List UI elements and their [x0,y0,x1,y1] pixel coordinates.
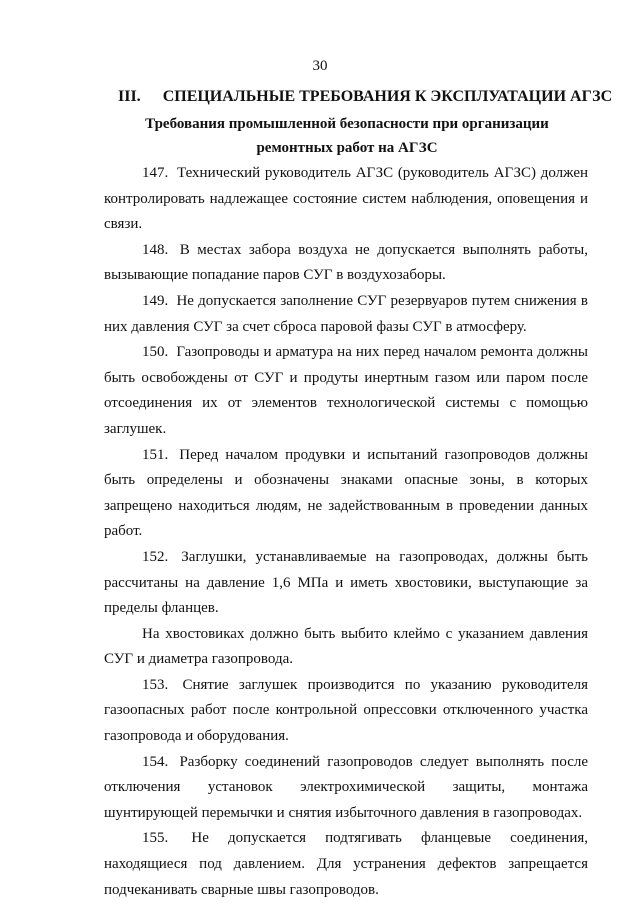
paragraph-number: 155. [142,830,169,847]
paragraph-number: 153. [142,676,169,693]
subheading-line-2: ремонтных работ на АГЗС [256,140,438,156]
paragraph-text: Технический руководитель АГЗС (руководитель АГЗС) должен контролировать надлежащее состояние систем наблюдения, оповещения и связи. [104,165,589,233]
body-text [104,161,588,903]
paragraph-text: Перед началом продувки и испытаний газопроводов должны быть определены и обозначены знаками опасные зоны, в которых запрещено находиться людям, не задействованным в проведении данных работ. [104,446,588,540]
subheading-line-1: Требования промышленной безопасности при организации [145,116,549,132]
paragraph-number: 149. [142,292,169,309]
paragraph-153 [104,673,588,750]
paragraph-text: Разборку соединений газопроводов следует выполнять после отключения установок электрохимической защиты, монтажа шунтирующей перемычки и снятия избыточного давления в газопроводах. [104,753,589,821]
section-roman-numeral: III. [118,88,141,105]
paragraph-text: В местах забора воздуха не допускается выполнять работы, вызывающие попадание паров СУГ в воздухозаборы. [104,241,588,284]
paragraph-151 [104,443,588,545]
paragraph-150 [104,340,588,442]
paragraph-148 [104,238,588,289]
section-heading [118,88,612,106]
paragraph-text: Снятие заглушек производится по указанию руководителя газоопасных работ после контрольной опрессовки отключенного участка газопровода и оборудования. [104,676,588,745]
paragraph-number: 147. [142,165,169,181]
paragraph-text: Газопроводы и арматура на них перед началом ремонта должны быть освобождены от СУГ и продуты инертным газом или паром после отсоединения их от элементов технологической системы с помощью заглушек. [104,344,589,437]
subheading [0,112,640,160]
paragraph-149 [104,289,588,340]
paragraph-number: 154. [142,753,169,770]
paragraph-number: 148. [142,241,169,258]
paragraph-text: На хвостовиках должно быть выбито клеймо с указанием давления СУГ и диаметра газопровода. [104,625,588,668]
paragraph-154 [104,750,588,827]
paragraph-text: Не допускается подтягивать фланцевые соединения, находящиеся под давлением. Для устранения дефектов запрещается подчеканивать сварные швы газопроводов. [104,830,589,898]
paragraph-152-continued [104,622,588,673]
paragraph-text: Заглушки, устанавливаемые на газопроводах, должны быть рассчитаны на давление 1,6 МПа и иметь хвостовики, выступающие за пределы фланцев. [104,548,589,617]
paragraph-155 [104,826,588,903]
page-number: 30 [312,58,328,74]
paragraph-147 [104,161,588,238]
paragraph-number: 150. [142,344,169,361]
paragraph-152 [104,545,588,622]
paragraph-text: Не допускается заполнение СУГ резервуаров путем снижения в них давления СУГ за счет сброса паровой фазы СУГ в атмосферу. [104,292,588,335]
paragraph-number: 152. [142,548,169,565]
section-title: СПЕЦИАЛЬНЫЕ ТРЕБОВАНИЯ К ЭКСПЛУАТАЦИИ АГЗС [162,88,613,105]
paragraph-number: 151. [142,446,169,463]
